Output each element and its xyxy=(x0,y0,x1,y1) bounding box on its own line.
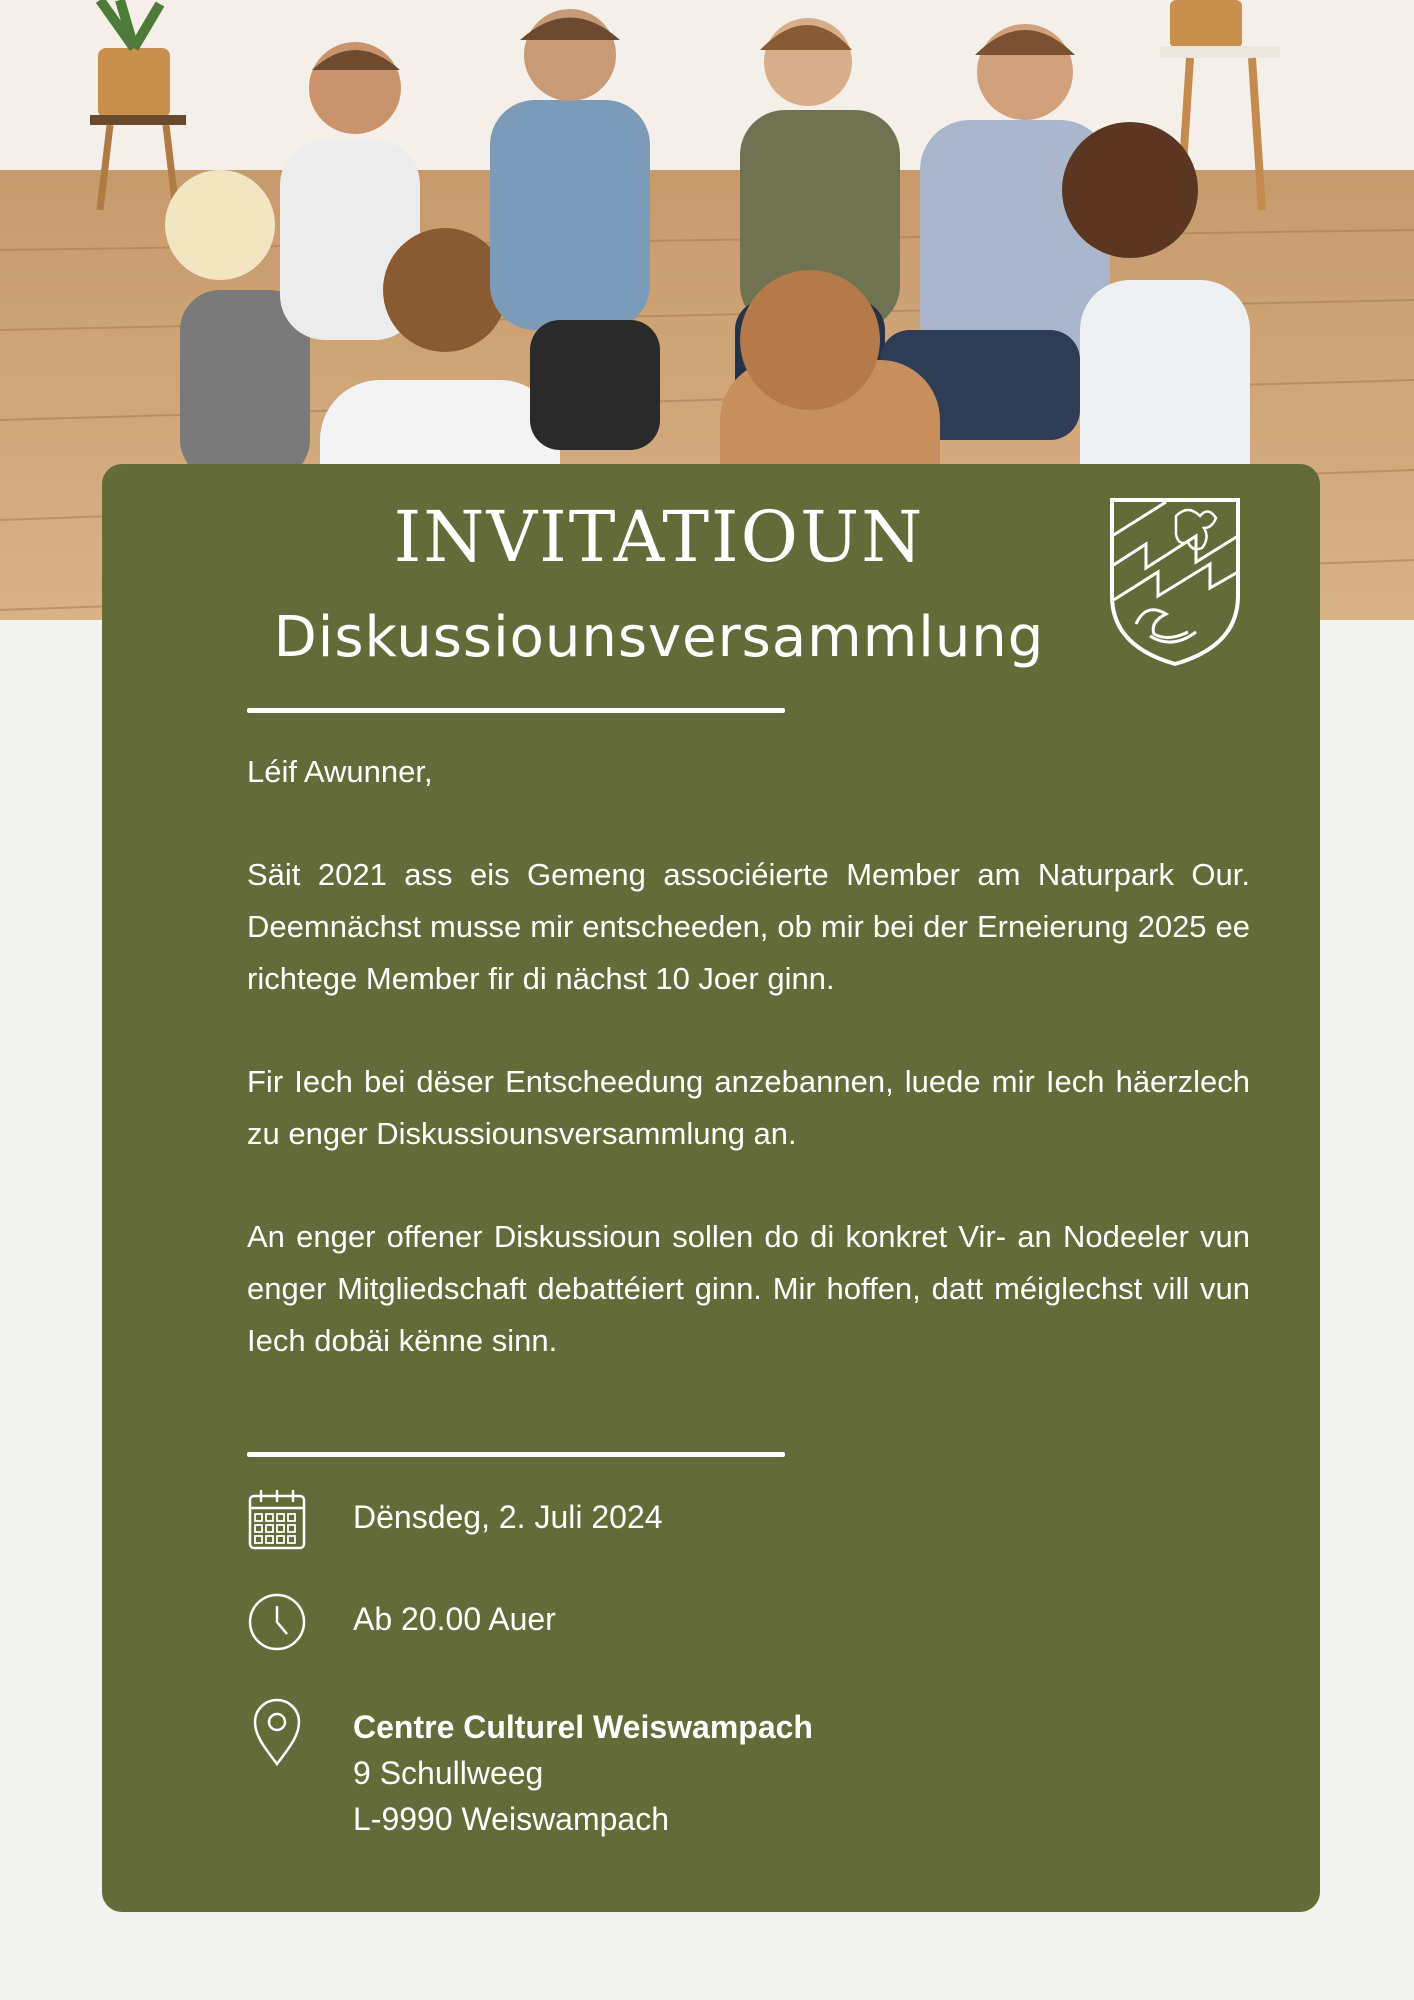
venue-name: Centre Culturel Weiswampach xyxy=(353,1709,813,1745)
greeting: Léif Awunner, xyxy=(247,754,433,789)
clock-icon xyxy=(247,1592,307,1652)
page-title: INVITATIOUN xyxy=(393,496,925,578)
paragraph-3: An enger offener Diskussioun sollen do di konkret Vir- an Nodeeler vun enger Mitgliedschaft debattéiert ginn. Mir hoffen, datt méiglechst vill vun Iech dobäi kënne sinn. xyxy=(247,1219,1250,1358)
venue-city: L-9990 Weiswampach xyxy=(353,1801,670,1837)
page-subtitle: Diskussiounsversammlung xyxy=(273,605,1045,670)
calendar-icon xyxy=(247,1488,307,1552)
divider-bottom xyxy=(247,1452,785,1457)
venue-street: 9 Schullweeg xyxy=(353,1755,544,1791)
coat-of-arms-icon xyxy=(1106,496,1244,668)
venue-block xyxy=(353,1704,813,1842)
event-time: Ab 20.00 Auer xyxy=(353,1601,556,1637)
invitation-card xyxy=(102,464,1320,1912)
letter-body xyxy=(247,746,1250,1418)
paragraph-2: Fir Iech bei dëser Entscheedung anzebannen, luede mir Iech häerzlech zu enger Diskussiounsversammlung an. xyxy=(247,1064,1250,1151)
map-pin-icon xyxy=(247,1698,307,1768)
event-date: Dënsdeg, 2. Juli 2024 xyxy=(353,1499,663,1535)
divider-top xyxy=(247,708,785,713)
paragraph-1: Säit 2021 ass eis Gemeng associéierte Member am Naturpark Our. Deemnächst musse mir entscheeden, ob mir bei der Erneierung 2025 ee richtege Member fir di nächst 10 Joer ginn. xyxy=(247,857,1250,996)
